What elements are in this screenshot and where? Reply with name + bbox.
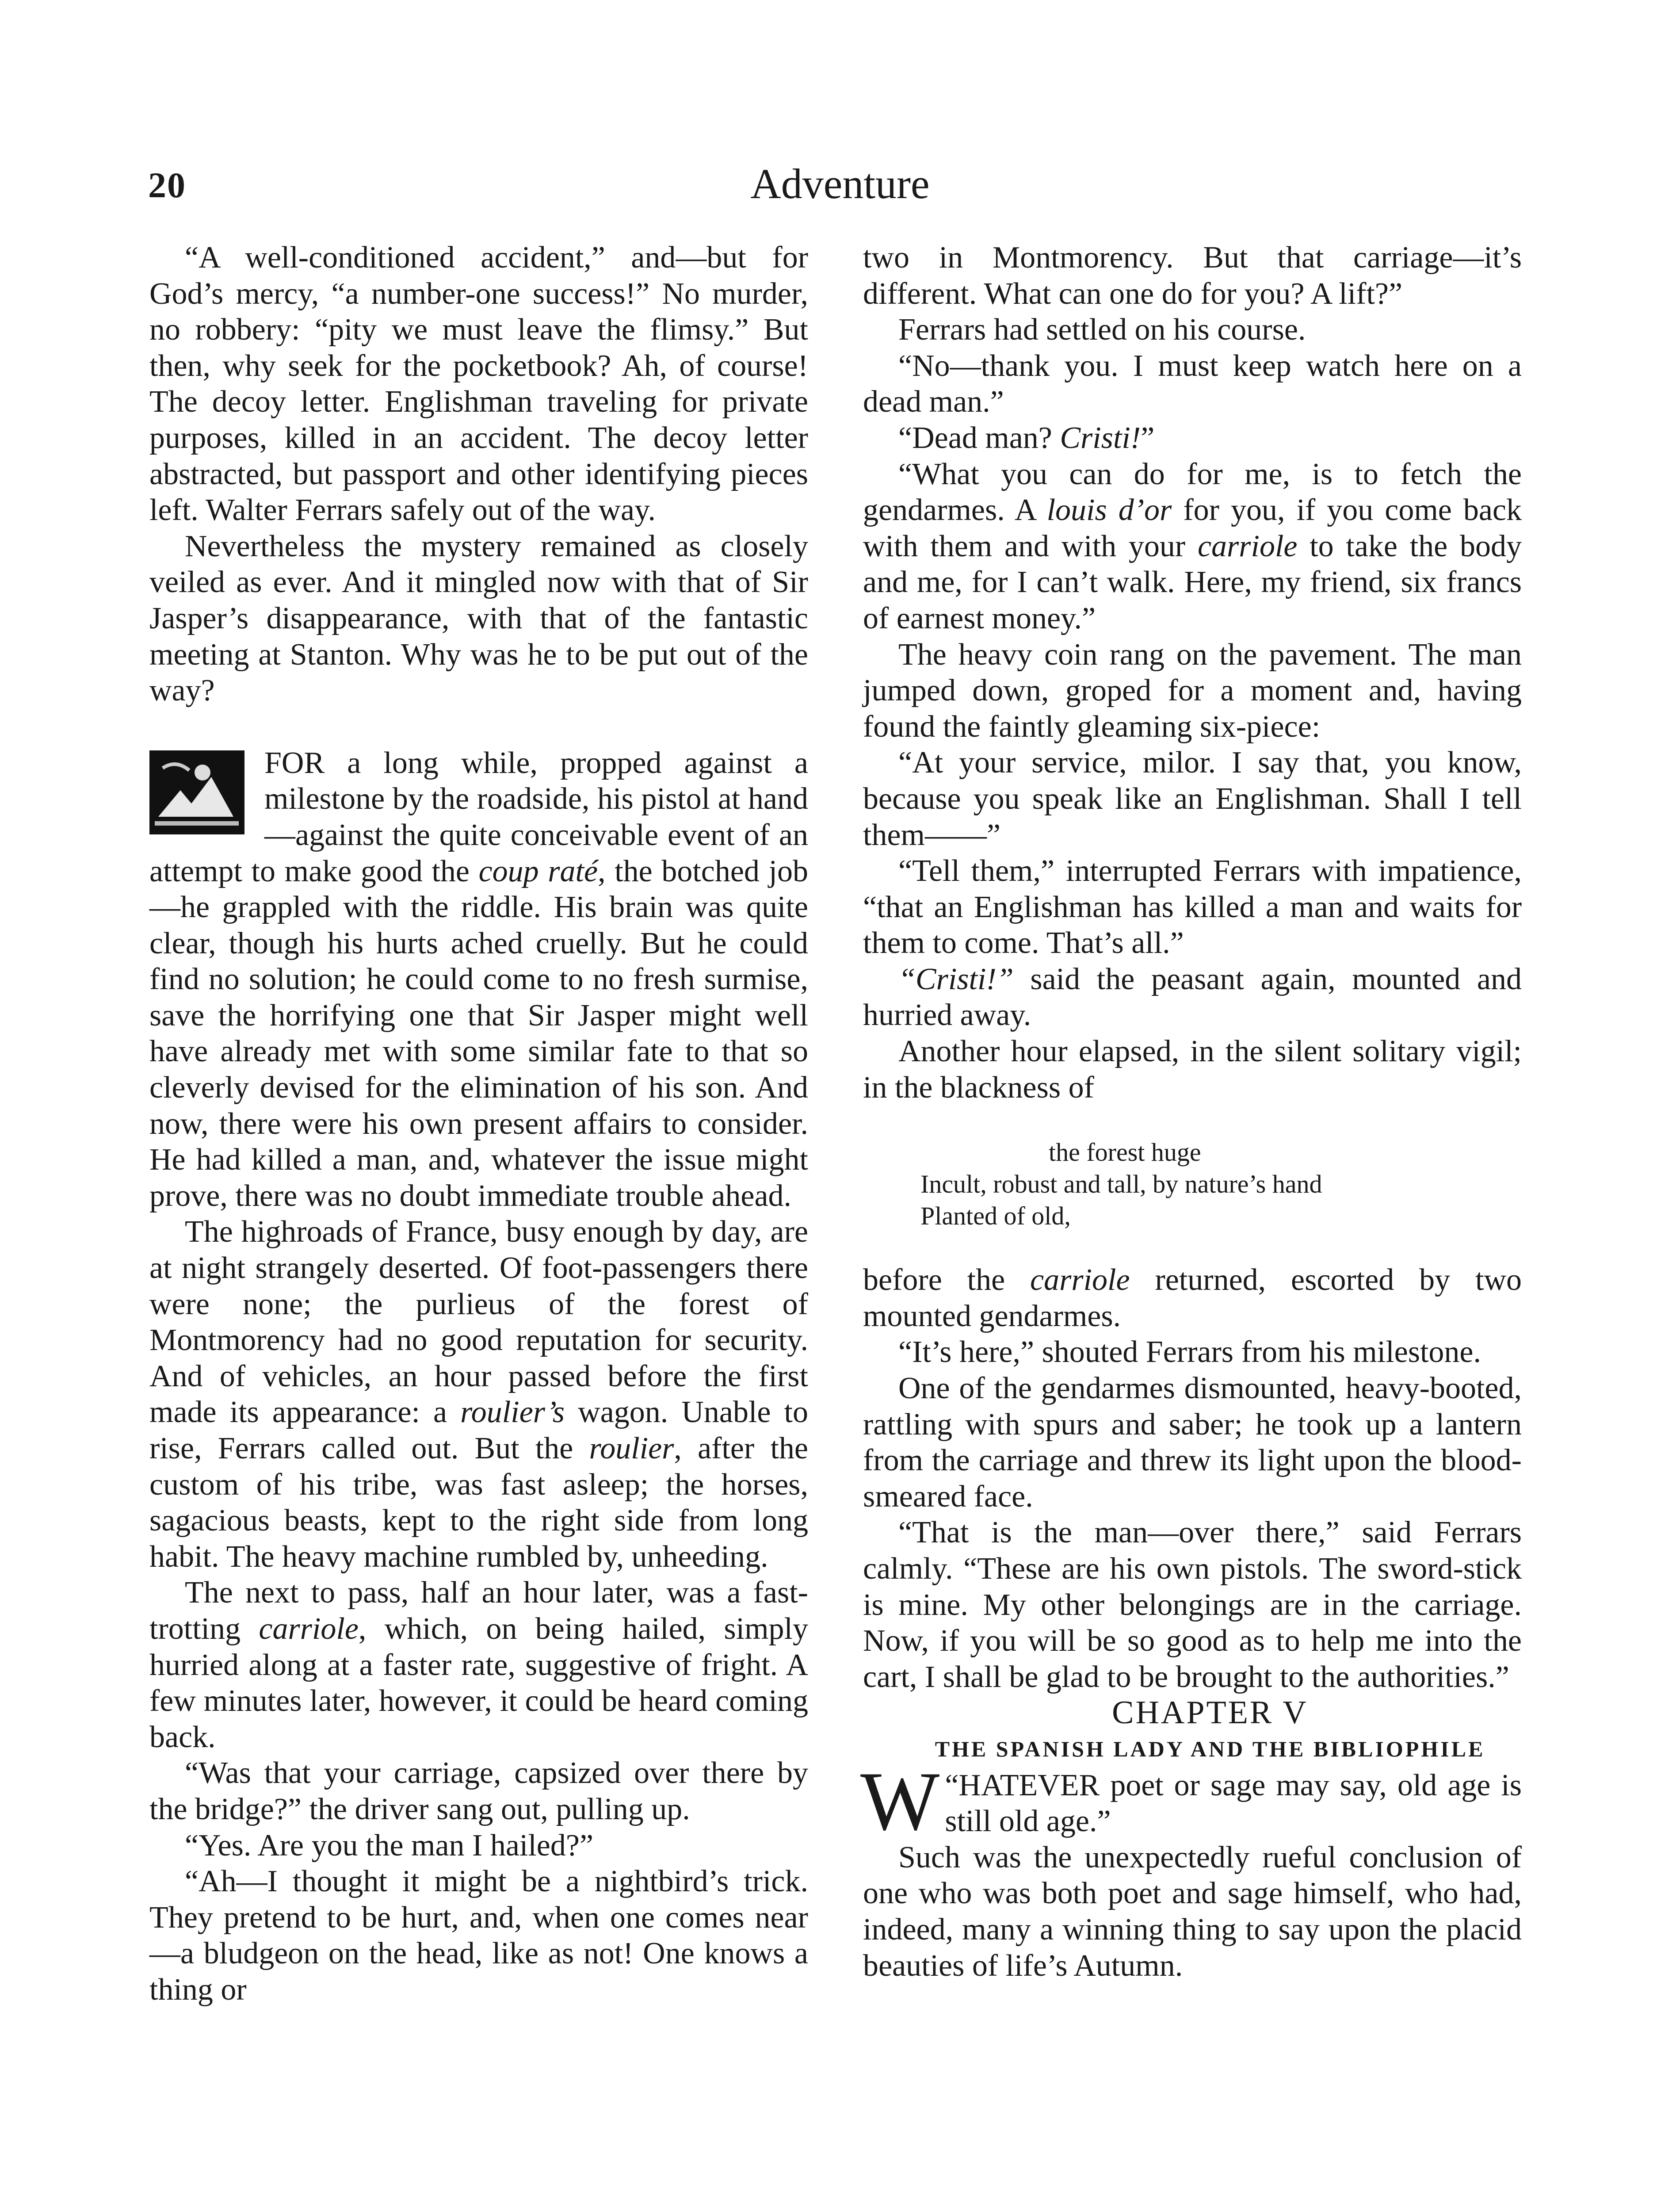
drop-cap-letter: W bbox=[860, 1755, 940, 1848]
poem-line: Incult, robust and tall, by nature’s hand bbox=[920, 1170, 1322, 1199]
paragraph: “Yes. Are you the man I hailed?” bbox=[185, 1828, 594, 1863]
paragraph: “Cristi!” said the peasant again, mounted and hurried away. bbox=[863, 962, 1522, 1033]
opening-paragraph: “ W HATEVER poet or sage may say, old age is still old age.” bbox=[860, 1755, 1522, 1848]
page-number: 20 bbox=[148, 165, 186, 205]
paragraph: “Was that your carriage, capsized over there by the bridge?” the driver sang out, pulling up. bbox=[149, 1756, 808, 1826]
ornamental-initial-paragraph bbox=[149, 745, 808, 1214]
paragraph: “What you can do for me, is to fetch the gendarmes. A louis d’or for you, if you come back with them and with your carriole to take the body and me, for I can’t walk. Here, my friend, six francs of earnest money.” bbox=[863, 457, 1522, 635]
paragraph: “That is the man—over there,” said Ferrars calmly. “These are his own pistols. The sword-stick is mine. My other belongings are in the carriage. Now, if you will be so good as to help me into the cart, I shall be glad to be brought to the authorities.” bbox=[863, 1515, 1522, 1694]
woodcut-initial-icon bbox=[149, 750, 244, 834]
chapter-title: CHAPTER V bbox=[1112, 1695, 1308, 1731]
paragraph: One of the gendarmes dismounted, heavy-booted, rattling with spurs and saber; he took up a lantern from the carriage and threw its light upon the blood-smeared face. bbox=[863, 1371, 1522, 1514]
poem-line: Planted of old, bbox=[920, 1201, 1071, 1231]
right-column bbox=[860, 240, 1522, 1984]
paragraph: The heavy coin rang on the pavement. The man jumped down, groped for a moment and, having found the faintly gleaming six-piece: bbox=[863, 637, 1522, 744]
paragraph: Another hour elapsed, in the silent solitary vigil; in the blackness of bbox=[863, 1034, 1522, 1105]
paragraph: “Dead man? Cristi!” bbox=[898, 421, 1155, 455]
paragraph: before the carriole returned, escorted by two mounted gendarmes. bbox=[863, 1263, 1522, 1333]
paragraph bbox=[149, 240, 808, 528]
chapter-subtitle: THE SPANISH LADY AND THE BIBLIOPHILE bbox=[935, 1736, 1485, 1761]
running-head: Adventure bbox=[750, 160, 930, 207]
paragraph: The next to pass, half an hour later, was a fast-trotting carriole, which, on being hailed, simply hurried along at a faster rate, suggestive of fright. A few minutes later, however, it could be heard coming back. bbox=[149, 1576, 808, 1754]
paragraph: Such was the unexpectedly rueful conclusion of one who was both poet and sage himself, who had, indeed, many a winning thing to say upon the placid beauties of life’s Autumn. bbox=[863, 1840, 1522, 1983]
paragraph: “At your service, milor. I say that, you know, because you speak like an Englishman. Shall I tell them——” bbox=[863, 746, 1522, 852]
paragraph: “It’s here,” shouted Ferrars from his milestone. bbox=[898, 1335, 1481, 1369]
paragraph: “Tell them,” interrupted Ferrars with impatience, “that an Englishman has killed a man and waits for them to come. That’s all.” bbox=[863, 854, 1522, 960]
paragraph: Ferrars had settled on his course. bbox=[898, 313, 1306, 347]
paragraph: The highroads of France, busy enough by day, are at night strangely deserted. Of foot-passengers there were none; the purlieus of the forest of Montmorency had no good reputation for security. And of vehicles, an hour passed before the first made its appearance: a roulier’s wagon. Unable to rise, Ferrars called out. But the roulier, after the custom of his tribe, was fast asleep; the horses, sagacious beasts, kept to the right side from long habit. The heavy machine rumbled by, unheeding. bbox=[149, 1215, 808, 1574]
poem-line: the forest huge bbox=[1049, 1138, 1201, 1167]
paragraph: Nevertheless the mystery remained as closely veiled as ever. And it mingled now with that of Sir Jasper’s disappearance, with that of the fantastic meeting at Stanton. Why was he to be put out of the way? bbox=[149, 529, 808, 708]
paragraph: FOR a long while, propped against a milestone by the roadside, his pistol at hand—against the quite conceivable event of an attempt to make good the coup raté, the botched job—he grappled with the riddle. His brain was quite clear, though his hurts ached cruelly. But he could find no solution; he could come to no fresh surmise, save the horrifying one that Sir Jasper might well have already met with some similar fate to that so cleverly devised for the elimination of his son. And now, there were his own present affairs to consider. He had killed a man, and, whatever the issue might prove, there was no doubt immediate trouble ahead. bbox=[149, 746, 808, 1213]
paragraph: two in Montmorency. But that carriage—it’s different. What can one do for you? A lift?” bbox=[863, 241, 1522, 311]
paragraph: “Ah—I thought it might be a nightbird’s trick. They pretend to be hurt, and, when one comes near—a bludgeon on the head, like as not! One knows a thing or bbox=[149, 1864, 808, 2007]
paragraph-text: “A well-conditioned accident,” and—but for God’s mercy, “a number-one success!” No murder, no robbery: “pity we must leave the flimsy.” But then, why seek for the pocketbook? Ah, of course! The decoy letter. Englishman traveling for private purposes, killed in an accident. The decoy letter abstracted, but passport and other identifying pieces left. Walter Ferrars safely out of the way. bbox=[149, 241, 808, 528]
left-column bbox=[149, 240, 808, 2008]
paragraph: “No—thank you. I must keep watch here on a dead man.” bbox=[863, 348, 1522, 419]
poem-quote bbox=[863, 1136, 1522, 1232]
